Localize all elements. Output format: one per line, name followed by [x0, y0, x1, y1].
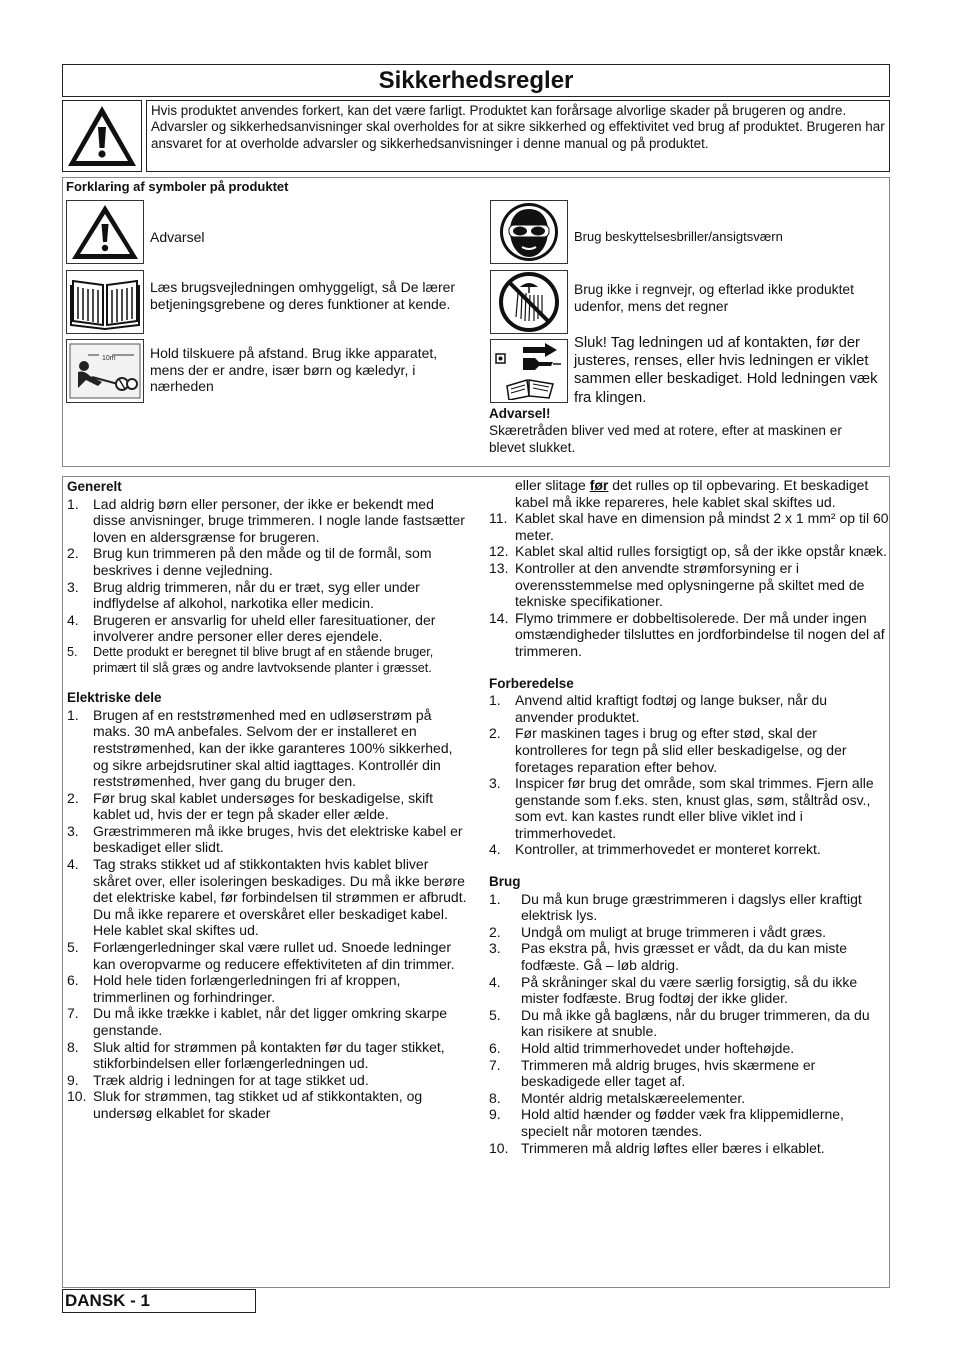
symbol-manual-label: Læs brugsvejledningen omhyggeligt, så De lærer betjeningsgrebene og deres funktioner at kende.	[150, 279, 456, 312]
list-item: 3. Inspicer før brug det område, som skal trimmes. Fjern alle genstande som f.eks. sten, knust glas, søm, ståltråd osv., som evt. kan kastes rundt eller blive viklet ind i trimmerhovedet.	[489, 775, 874, 841]
caution-title: Advarsel!	[489, 406, 551, 421]
page-footer: DANSK - 1	[62, 1289, 256, 1313]
list-item: 1. Anvend altid kraftigt fodtøj og lange bukser, når du anvender produktet.	[489, 692, 828, 725]
list-item: 4. På skråninger skal du være særlig forsigtig, så du ikke mister fodfæste. Brug fodtøj der ikke glider.	[489, 973, 858, 1007]
list-item: 9. Træk aldrig i ledningen for at tage stikket ud.	[67, 1071, 369, 1088]
list-item: 2. Brug kun trimmeren på den måde og til de formål, som beskrives i denne vejledning.	[67, 545, 432, 578]
no-rain-icon	[496, 271, 562, 333]
caution-text: Skæretråden bliver ved med at rotere, efter at maskinen er blevet slukket.	[489, 423, 842, 455]
symbol-warning-label: Advarsel	[150, 229, 205, 245]
list-item: 13. Kontroller at den anvendte strømforsyning er i overensstemmelse med oplysningerne på skiltet med de tekniske specifikationer.	[489, 559, 865, 610]
list-item: 14. Flymo trimmere er dobbeltisolerede. Der må under ingen omstændigheder tilsluttes en jordforbindelse til nogen del af trimmeren.	[489, 609, 885, 659]
left-column	[67, 477, 467, 1122]
section-heading-forberedelse: Forberedelse	[489, 675, 574, 691]
list-item: 8. Montér aldrig metalskæreelementer.	[489, 1089, 746, 1106]
symbols-heading: Forklaring af symboler på produktet	[66, 179, 289, 194]
forberedelse-list	[489, 692, 889, 858]
list-item: 12. Kablet skal altid rulles forsigtigt op, så der ikke opstår knæk.	[489, 543, 887, 560]
list-item: 2. Før brug skal kablet undersøges for beskadigelse, skift kablet ud, hvis der er tegn på skader eller ælde.	[67, 789, 434, 823]
distance-label: 10m	[102, 355, 116, 362]
safety-rules-body	[62, 476, 890, 1288]
list-item: 4. Brugeren er ansvarlig for uheld eller faresituationer, der involverer andre personer eller deres ejendele.	[67, 611, 436, 645]
keep-distance-icon	[68, 342, 142, 400]
list-item: 4. Kontroller, at trimmerhovedet er monteret korrekt.	[489, 841, 821, 858]
section-heading-elektriske: Elektriske dele	[67, 690, 162, 706]
symbol-bystanders	[66, 339, 144, 403]
page-title-box	[62, 64, 890, 97]
elektriske-list-continued	[489, 510, 889, 659]
symbol-unplug	[490, 339, 568, 403]
elektriske-list	[67, 707, 467, 1122]
symbols-section	[62, 177, 890, 467]
symbol-goggles-label: Brug beskyttelsesbriller/ansigtsværn	[574, 229, 783, 244]
list-item: 5. Forlængerledninger skal være rullet ud. Snoede ledninger kan overopvarme og reducere effektiviteten af din trimmer.	[67, 939, 455, 972]
symbol-warning	[66, 200, 144, 264]
list-item: 2. Før maskinen tages i brug og efter stød, skal der kontrolleres for tegn på slid eller beskadigelse, og der foretages reparation efter behov.	[489, 725, 847, 775]
list-item: 3. Pas ekstra på, hvis græsset er vådt, da du kan miste fodfæste. Gå – løb aldrig.	[489, 940, 848, 974]
generelt-list	[67, 496, 467, 677]
goggles-icon	[496, 201, 562, 263]
brug-list	[489, 891, 889, 1157]
warning-icon-box	[62, 100, 142, 172]
list-item: 1. Brugen af en reststrømenhed med en udløserstrøm på maks. 30 mA anbefales. Selvom der er installeret en reststrømenhed, kan der ikke garanteres 100% sikkerhed, og sikre arbejdsrutiner skal altid iagttages. Kontrollér din reststrømenhed, hver gang du bruger den.	[67, 706, 453, 790]
warning-triangle-icon	[65, 103, 139, 169]
symbol-goggles	[490, 200, 568, 264]
list-item: 10. Sluk for strømmen, tag stikket ud af stikkontakten, og undersøg elkablet for skader	[67, 1088, 423, 1121]
list-item: 7. Du må ikke trække i kablet, når det ligger omkring skarpe genstande.	[67, 1005, 448, 1038]
list-item-continuation: eller slitage før det rulles op til opbevaring. Et beskadiget kabel må ikke repareres, hele kablet skal skiftes ud.	[515, 477, 869, 510]
list-item: 3. Græstrimmeren må ikke bruges, hvis det elektriske kabel er beskadiget eller slidt.	[67, 822, 463, 856]
list-item: 8. Sluk altid for strømmen på kontakten før du tager stikket, stikforbindelsen eller forlængerledningen ud.	[67, 1038, 445, 1072]
page-title: Sikkerhedsregler	[378, 66, 574, 94]
warning-triangle-icon	[70, 203, 140, 261]
unplug-icon	[493, 342, 565, 400]
list-item: 10. Trimmeren må aldrig løftes eller bæres i elkablet.	[489, 1139, 825, 1156]
symbol-bystanders-label: Hold tilskuere på afstand. Brug ikke apparatet, mens der er andre, især børn og kæledyr, i nærheden	[150, 345, 438, 394]
list-item: 5. Du må ikke gå baglæns, når du bruger trimmeren, da du kan risikere at snuble.	[489, 1006, 870, 1040]
symbol-manual	[66, 270, 144, 334]
list-item: 5. Dette produkt er beregnet til blive brugt af en stående bruger, primært til slå græs og andre lavtvoksende planter i græsset.	[67, 644, 434, 675]
intro-text: Hvis produktet anvendes forkert, kan det være farligt. Produktet kan forårsage alvorlige skader på brugeren og andre. Advarsler og sikkerhedsanvisninger skal overholdes for at sikre sikkerhed og effektivitet ved brug af produktet. Brugeren har ansvaret for at overholde advarsler og sikkerhedsanvisninger i denne manual og på produktet.	[146, 100, 890, 172]
section-heading-generelt: Generelt	[67, 479, 122, 494]
list-item: 6. Hold altid trimmerhovedet under hoftehøjde.	[489, 1040, 795, 1056]
symbol-rain	[490, 270, 568, 334]
right-column	[489, 477, 889, 1156]
list-item: 1. Lad aldrig børn eller personer, der ikke er bekendt med disse anvisninger, bruge trimmeren. I nogle lande fastsætter loven en aldersgrænse for brugeren.	[67, 495, 465, 545]
list-item: 4. Tag straks stikket ud af stikkontakten hvis kablet bliver skåret over, eller isoleringen beskadiges. Du må ikke berøre det elektriske kabel, før forbindelsen til strømmen er afbrudt. Du må ikke reparere et overskåret eller beskadiget kabel. Hele kablet skal skiftes ud.	[67, 856, 467, 939]
list-item: 7. Trimmeren må aldrig bruges, hvis skærmene er beskadigede eller taget af.	[489, 1056, 816, 1090]
list-item: 6. Hold hele tiden forlængerledningen fri af kroppen, trimmerlinen og forhindringer.	[67, 972, 401, 1005]
list-item: 3. Brug aldrig trimmeren, når du er træt, syg eller under indflydelse af alkohol, narkotika eller medicin.	[67, 578, 420, 612]
open-book-icon	[69, 273, 141, 331]
list-item: 9. Hold altid hænder og fødder væk fra klippemidlerne, specielt når motoren tændes.	[489, 1106, 844, 1139]
list-item: 1. Du må kun bruge græstrimmeren i dagslys eller kraftigt elektrisk lys.	[489, 890, 862, 924]
symbol-unplug-label: Sluk! Tag ledningen ud af kontakten, før der justeres, renses, eller hvis ledningen er viklet sammen eller beskadiget. Hold ledningen væk fra klingen.	[574, 335, 878, 406]
symbol-rain-label: Brug ikke i regnvejr, og efterlad ikke produktet udenfor, mens det regner	[574, 282, 854, 314]
section-heading-brug: Brug	[489, 874, 521, 890]
list-item: 11. Kablet skal have en dimension på mindst 2 x 1 mm² op til 60 meter.	[489, 510, 889, 543]
list-item: 2. Undgå om muligt at bruge trimmeren i vådt græs.	[489, 923, 827, 940]
